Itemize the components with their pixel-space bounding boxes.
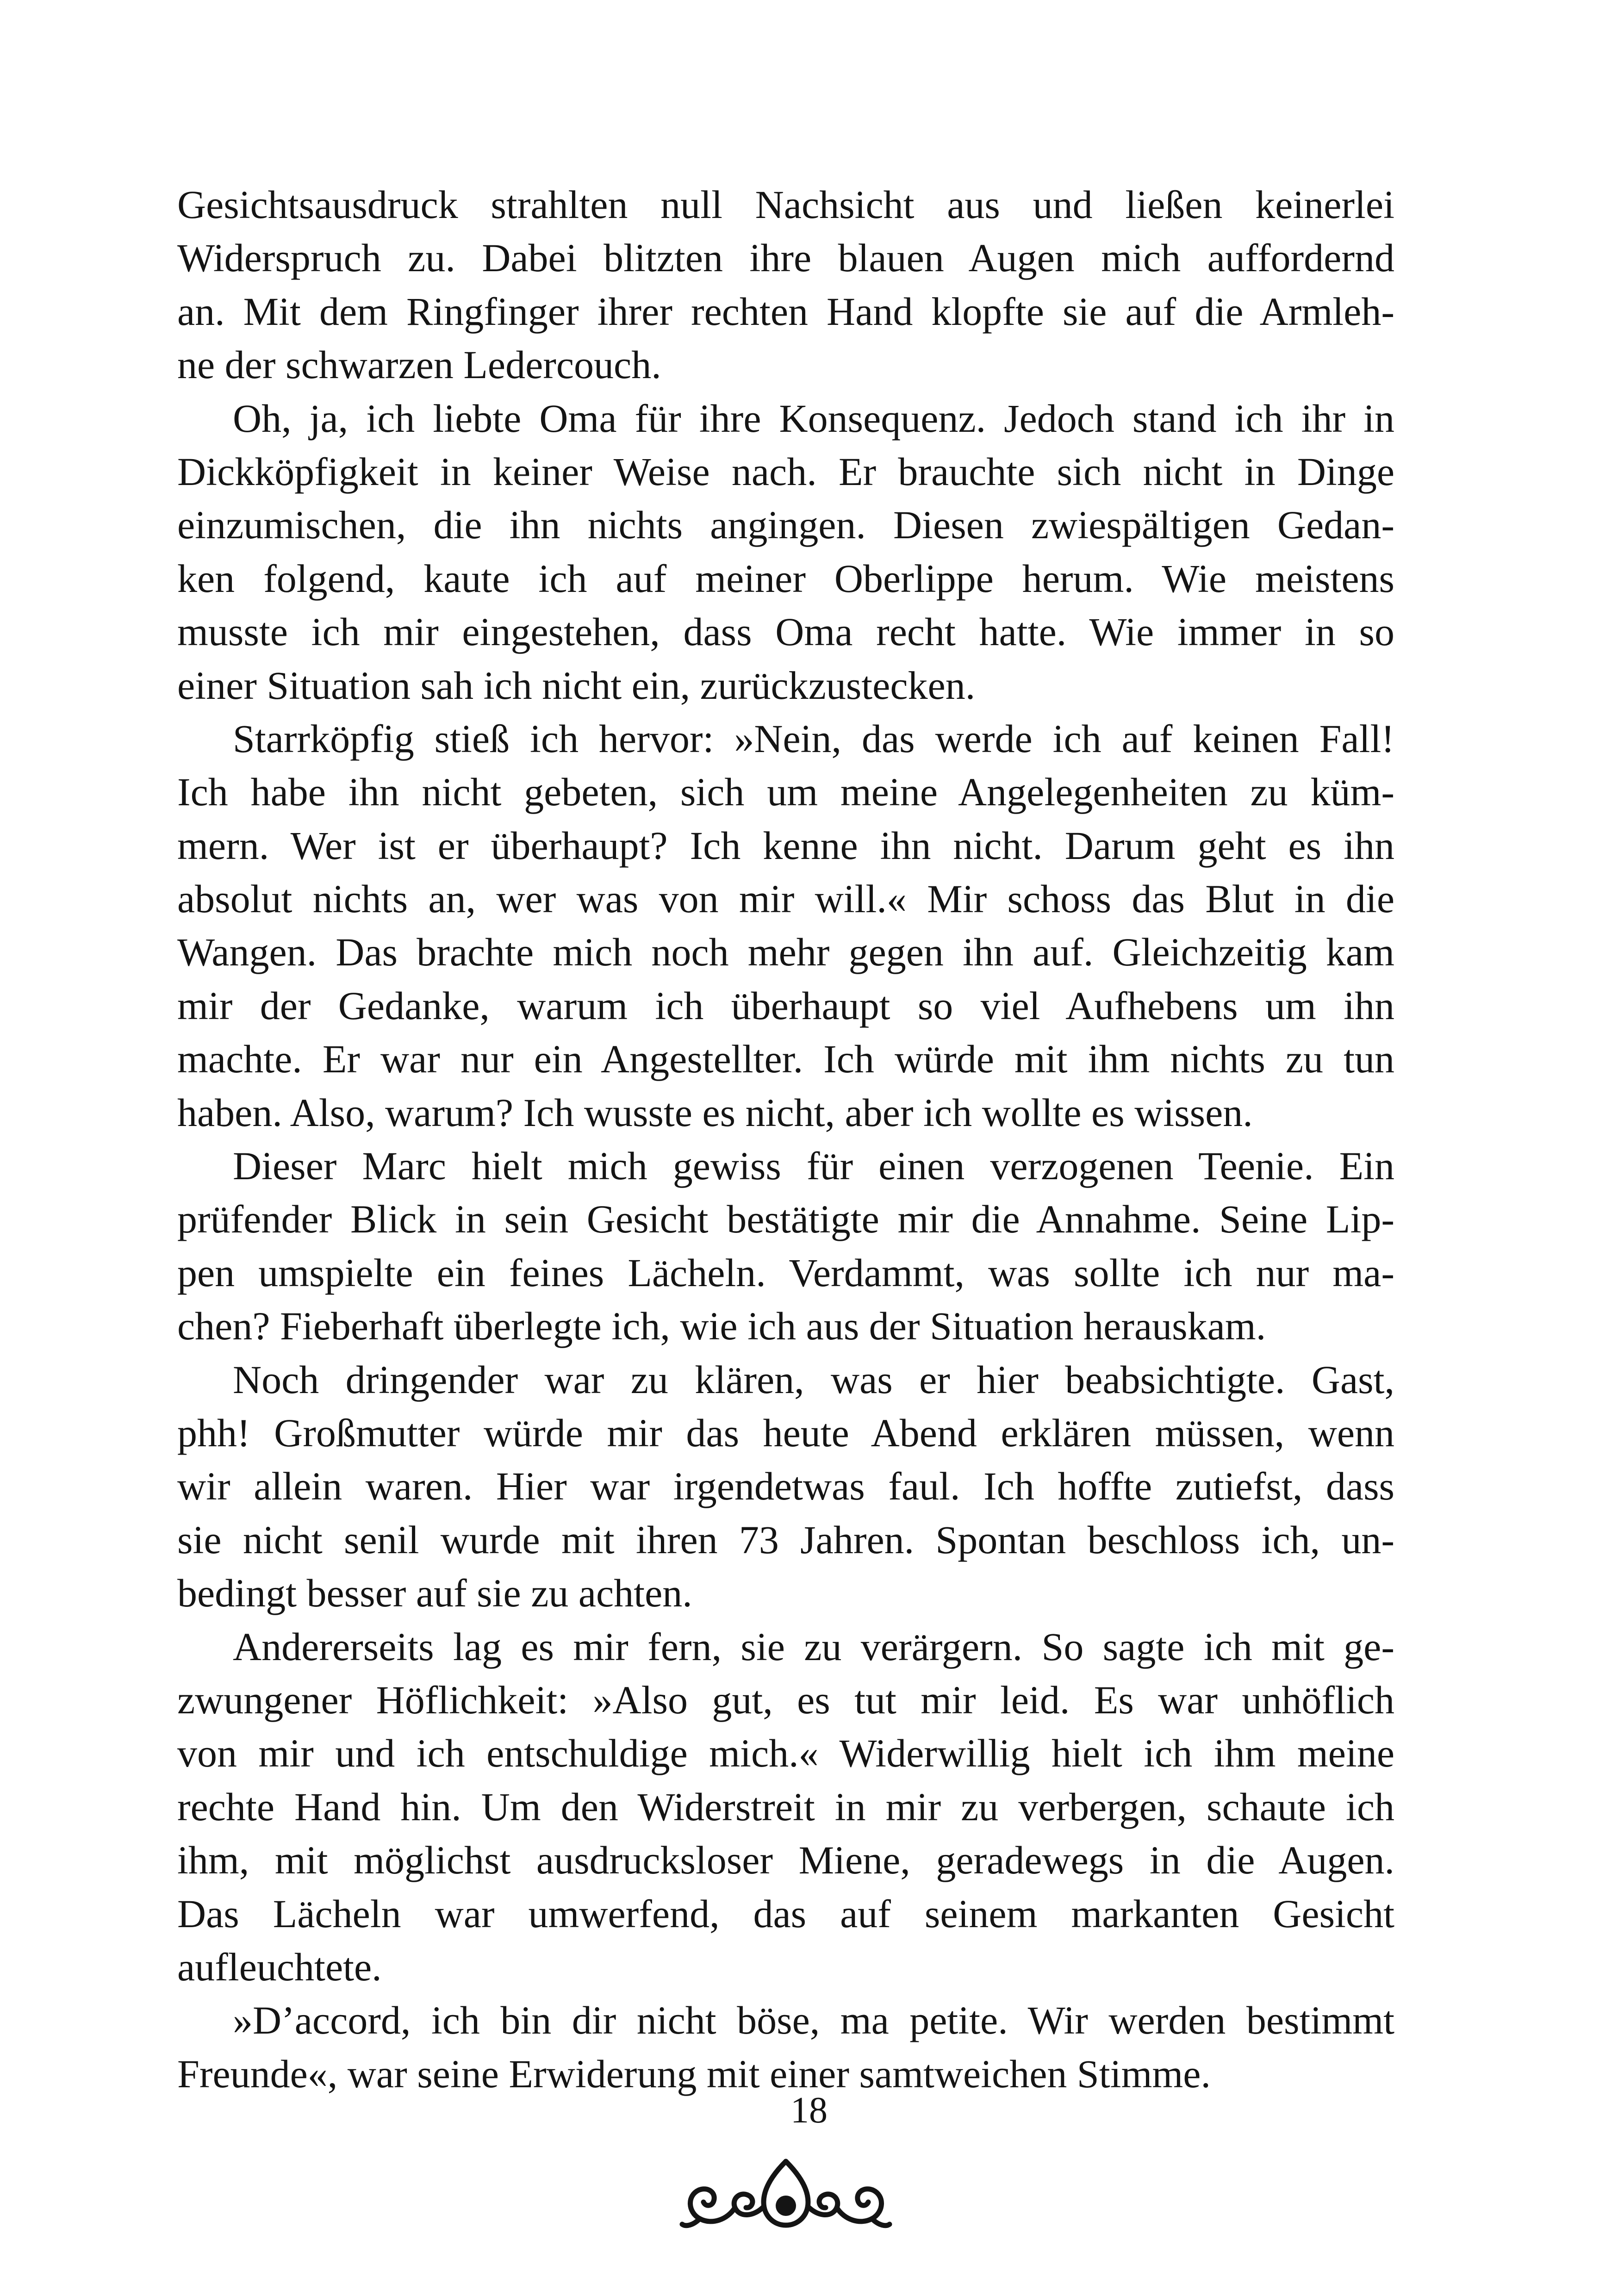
text-line: ne der schwarzen Ledercouch. [177, 342, 661, 387]
text-line: prüfender Blick in sein Gesicht bestätigte mir die Annahme. Seine Lip- [177, 1197, 1394, 1242]
text-line: Dickköpfigkeit in keiner Weise nach. Er brauchte sich nicht in Dinge [177, 449, 1394, 494]
text-line: zwungener Höflichkeit: »Also gut, es tut mir leid. Es war unhöflich [177, 1677, 1394, 1722]
text-line: mern. Wer ist er überhaupt? Ich kenne ihn nicht. Darum geht es ihn [177, 823, 1394, 868]
text-line: phh! Großmutter würde mir das heute Abend erklären müssen, wenn [177, 1410, 1394, 1455]
text-line: bedingt besser auf sie zu achten. [177, 1571, 692, 1616]
text-line: mir der Gedanke, warum ich überhaupt so viel Aufhebens um ihn [177, 983, 1394, 1028]
text-line: ihm, mit möglichst ausdrucksloser Miene, geradewegs in die Augen. [177, 1838, 1394, 1883]
text-line: von mir und ich entschuldige mich.« Widerwillig hielt ich ihm meine [177, 1731, 1394, 1776]
paragraph-first-line: Oh, ja, ich liebte Oma für ihre Konsequenz. Jedoch stand ich ihr in [233, 396, 1394, 441]
text-line: einer Situation sah ich nicht ein, zurückzustecken. [177, 663, 976, 708]
text-line: ken folgend, kaute ich auf meiner Oberlippe herum. Wie meistens [177, 556, 1394, 601]
paragraph-first-line: »D’accord, ich bin dir nicht böse, ma petite. Wir werden bestimmt [233, 1998, 1394, 2043]
text-line: einzumischen, die ihn nichts angingen. Diesen zwiespältigen Gedan- [177, 503, 1394, 548]
text-line: wir allein waren. Hier war irgendetwas faul. Ich hoffte zutiefst, dass [177, 1464, 1394, 1509]
paragraph-first-line: Dieser Marc hielt mich gewiss für einen verzogenen Teenie. Ein [233, 1144, 1394, 1188]
text-line: Das Lächeln war umwerfend, das auf seinem markanten Gesicht [177, 1891, 1394, 1936]
text-line: Freunde«, war seine Erwiderung mit einer samtweichen Stimme. [177, 2051, 1211, 2096]
page-number: 18 [790, 2090, 828, 2131]
text-line: absolut nichts an, wer was von mir will.« Mir schoss das Blut in die [177, 877, 1394, 921]
paragraph-first-line: Starrköpfig stieß ich hervor: »Nein, das werde ich auf keinen Fall! [233, 716, 1394, 761]
text-line: rechte Hand hin. Um den Widerstreit in mir zu verbergen, schaute ich [177, 1784, 1394, 1829]
text-line: Ich habe ihn nicht gebeten, sich um meine Angelegenheiten zu küm- [177, 770, 1394, 815]
text-line: machte. Er war nur ein Angestellter. Ich würde mit ihm nichts zu tun [177, 1037, 1394, 1082]
text-line: Widerspruch zu. Dabei blitzten ihre blauen Augen mich auffordernd [177, 236, 1394, 280]
text-line: pen umspielte ein feines Lächeln. Verdammt, was sollte ich nur ma- [177, 1250, 1394, 1295]
text-line: chen? Fieberhaft überlegte ich, wie ich aus der Situation herauskam. [177, 1304, 1266, 1349]
text-line: Gesichtsausdruck strahlten null Nachsicht aus und ließen keinerlei [177, 182, 1394, 227]
text-line: an. Mit dem Ringfinger ihrer rechten Hand klopfte sie auf die Armleh- [177, 289, 1394, 334]
text-line: sie nicht senil wurde mit ihren 73 Jahren. Spontan beschloss ich, un- [177, 1517, 1394, 1562]
paragraph-first-line: Andererseits lag es mir fern, sie zu verärgern. So sagte ich mit ge- [233, 1624, 1394, 1669]
swirl-ornament-icon [679, 2147, 892, 2235]
paragraph-first-line: Noch dringender war zu klären, was er hier beabsichtigte. Gast, [233, 1357, 1394, 1402]
text-line: aufleuchtete. [177, 1944, 382, 1989]
text-line: haben. Also, warum? Ich wusste es nicht, aber ich wollte es wissen. [177, 1090, 1253, 1135]
text-line: Wangen. Das brachte mich noch mehr gegen ihn auf. Gleichzeitig kam [177, 930, 1394, 975]
text-line: musste ich mir eingestehen, dass Oma recht hatte. Wie immer in so [177, 610, 1394, 654]
body-text [177, 178, 1394, 2101]
